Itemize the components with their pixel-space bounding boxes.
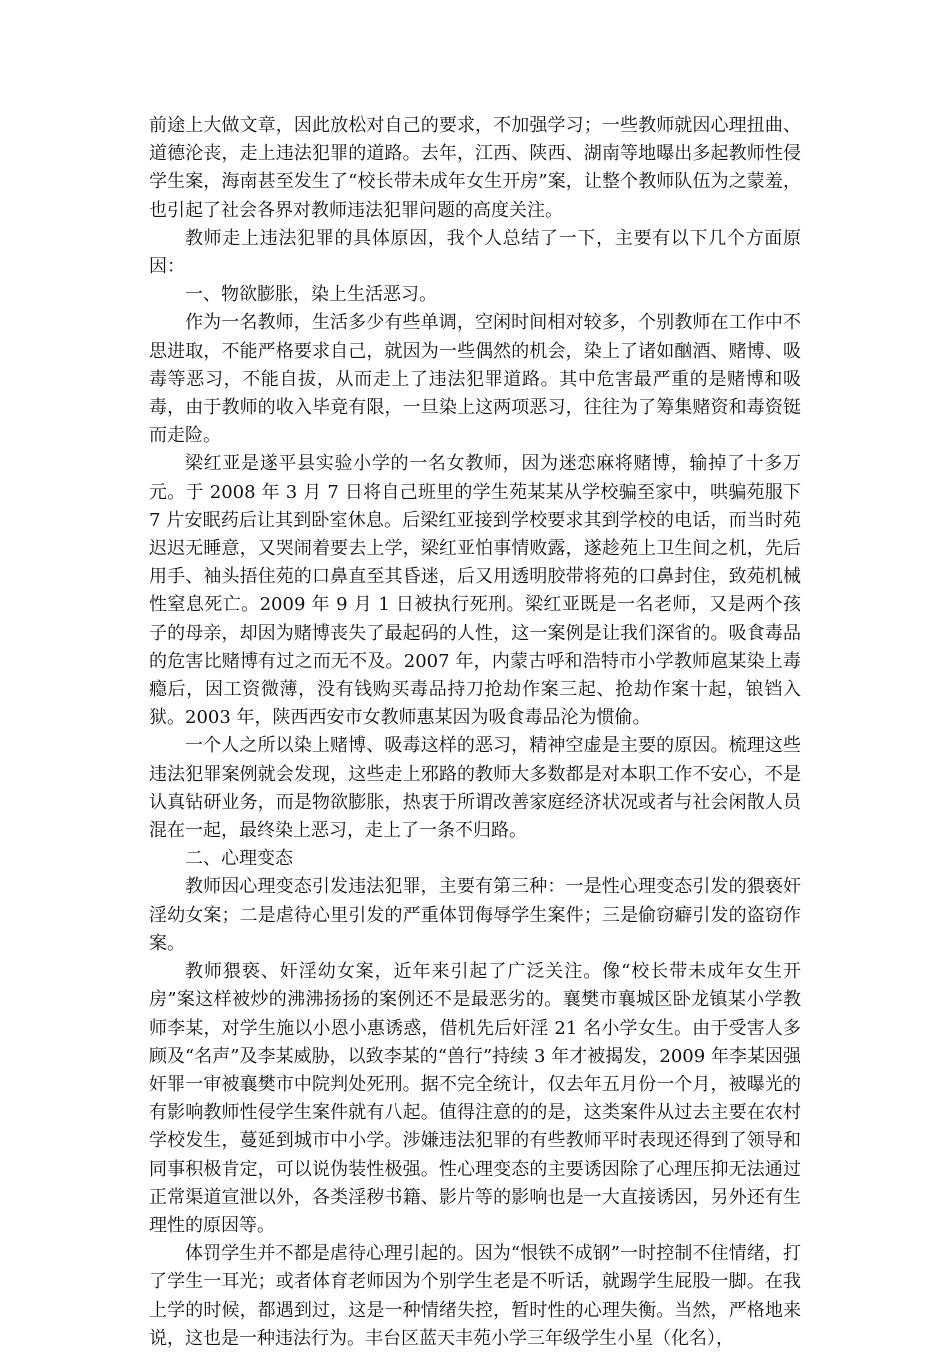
- paragraph-psych-types: 教师因心理变态引发违法犯罪，主要有第三种：一是性心理变态引发的猥亵奸淫幼女案；二是虐待心里引发的严重体罚侮辱学生案件；三是偷窃癖引发的盗窃作案。: [149, 876, 801, 954]
- paragraph-bad-habits: 作为一名教师，生活多少有些单调，空闲时间相对较多，个别教师在工作中不思进取，不能严格要求自己，就因为一些偶然的机会，染上了诸如酗酒、赌博、吸毒等恶习，不能自拔，从而走上了违法犯罪道路。其中危害最严重的是赌博和吸毒，由于教师的收入毕竟有限，一旦染上这两项恶习，往往为了筹集赌资和毒资铤而走险。: [149, 312, 801, 447]
- document-body: [149, 112, 801, 1353]
- paragraph-continuation: 前途上大做文章，因此放松对自己的要求，不加强学习；一些教师就因心理扭曲、道德沦丧，走上违法犯罪的道路。去年，江西、陕西、湖南等地曝出多起教师性侵学生案，海南甚至发生了“校长带未成年女生开房”案，让整个教师队伍为之蒙羞，也引起了社会各界对教师违法犯罪问题的高度关注。: [149, 115, 801, 221]
- paragraph-causes-intro: 教师走上违法犯罪的具体原因，我个人总结了一下，主要有以下几个方面原因：: [149, 227, 801, 278]
- paragraph-case-liang: 梁红亚是遂平县实验小学的一名女教师，因为迷恋麻将赌博，输掉了十多万元。于 2008 年 3 月 7 日将自己班里的学生苑某某从学校骗至家中，哄骗苑服下 7 片安眠药后让其到卧室休息。后梁红亚接到学校要求其到学校的电话，而当时苑迟迟无睡意，又哭闹着要去上学，梁红亚怕事情败露，遂趁苑上卫生间之机，先后用手、袖头捂住苑的口鼻直至其昏迷，后又用透明胶带将苑的口鼻封住，致苑机械性窒息死亡。2009 年 9 月 1 日被执行死刑。梁红亚既是一名老师，又是两个孩子的母亲，却因为赌博丧失了最起码的人性，这一案例是让我们深省的。吸食毒品的危害比赌博有过之而无不及。2007 年，内蒙古呼和浩特市小学教师扈某染上毒瘾后，因工资微薄，没有钱购买毒品持刀抢劫作案三起、抢劫作案十起，锒铛入狱。2003 年，陕西西安市女教师惠某因为吸食毒品沦为惯偷。: [149, 453, 801, 729]
- section-heading-2: 二、心理变态: [185, 848, 293, 870]
- section-heading-1: 一、物欲膨胀，染上生活恶习。: [185, 284, 437, 306]
- paragraph-sexual-cases: 教师猥亵、奸淫幼女案，近年来引起了广泛关注。像“校长带未成年女生开房”案这样被炒的沸沸扬扬的案例还不是最恶劣的。襄樊市襄城区卧龙镇某小学教师李某，对学生施以小恩小惠诱惑，借机先后奸淫 21 名小学女生。由于受害人多顾及“名声”及李某威胁，以致李某的“兽行”持续 3 年才被揭发，2009 年李某因强奸罪一审被襄樊市中院判处死刑。据不完全统计，仅去年五月份一个月，被曝光的有影响教师性侵学生案件就有八起。值得注意的的是，这类案件从过去主要在农村学校发生，蔓延到城市中小学。涉嫌违法犯罪的有些教师平时表现还得到了领导和同事积极肯定，可以说伪装性极强。性心理变态的主要诱因除了心理压抑无法通过正常渠道宣泄以外，各类淫秽书籍、影片等的影响也是一大直接诱因，另外还有生理性的原因等。: [149, 961, 801, 1236]
- paragraph-spiritual-emptiness: 一个人之所以染上赌博、吸毒这样的恶习，精神空虚是主要的原因。梳理这些违法犯罪案例就会发现，这些走上邪路的教师大多数都是对本职工作不安心，不是认真钻研业务，而是物欲膨胀，热衷于所谓改善家庭经济状况或者与社会闲散人员混在一起，最终染上恶习，走上了一条不归路。: [149, 735, 801, 842]
- paragraph-corporal-punishment: 体罚学生并不都是虐待心理引起的。因为“恨铁不成钢”一时控制不住情绪，打了学生一耳光；或者体育老师因为个别学生老是不听话，就踢学生屁股一脚。在我上学的时候，都遇到过，这是一种情绪失控，暂时性的心理失衡。当然，严格地来说，这也是一种违法行为。丰台区蓝天丰苑小学三年级学生小星（化名），: [149, 1243, 801, 1349]
